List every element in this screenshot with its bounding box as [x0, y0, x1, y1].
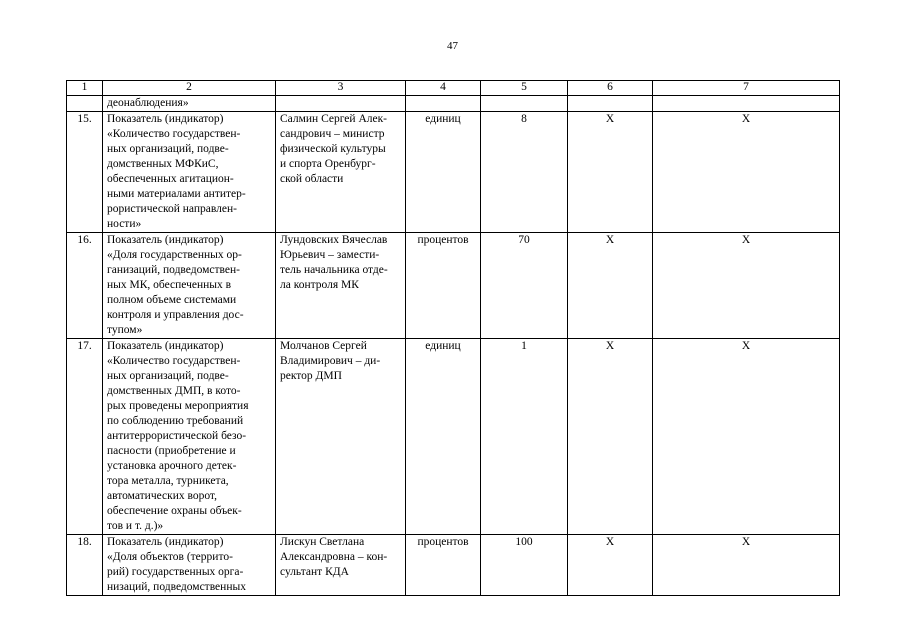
indicator-cell: деонаблюдения» [103, 96, 276, 112]
table-row [67, 535, 840, 596]
col6-cell: Х [568, 339, 653, 535]
header-cell: 3 [276, 81, 406, 96]
row-number-cell: 16. [67, 233, 103, 339]
col7-cell [653, 96, 840, 112]
col7-cell: Х [653, 233, 840, 339]
header-cell: 1 [67, 81, 103, 96]
col7-cell: Х [653, 112, 840, 233]
value-cell: 100 [481, 535, 568, 596]
header-cell: 7 [653, 81, 840, 96]
header-cell: 5 [481, 81, 568, 96]
value-cell: 8 [481, 112, 568, 233]
responsible-cell: Лискун Светлана Александровна – кон- сультант КДА [276, 535, 406, 596]
col6-cell [568, 96, 653, 112]
indicators-table [66, 80, 840, 596]
col7-cell: Х [653, 535, 840, 596]
row-number-cell: 15. [67, 112, 103, 233]
indicator-cell: Показатель (индикатор) «Количество государствен- ных организаций, подве- домственных МФКиС, обеспеченных агитацион- ными материалами антитер- рористической направлен- ности» [103, 112, 276, 233]
unit-cell: единиц [406, 339, 481, 535]
indicator-cell: Показатель (индикатор) «Количество государствен- ных организаций, подве- домственных ДМП, в кото- рых проведены мероприятия по соблюдению требований антитеррористической безо- пасности (приобретение и установка арочного детек- тора металла, турникета, автоматических ворот, обеспечение охраны объек- тов и т. д.)» [103, 339, 276, 535]
col6-cell: Х [568, 535, 653, 596]
table-row [67, 339, 840, 535]
indicator-cell: Показатель (индикатор) «Доля государственных ор- ганизаций, подведомствен- ных МК, обеспеченных в полном объеме системами контроля и управления дос- тупом» [103, 233, 276, 339]
value-cell: 70 [481, 233, 568, 339]
value-cell: 1 [481, 339, 568, 535]
responsible-cell: Лундовских Вячеслав Юрьевич – замести- тель начальника отде- ла контроля МК [276, 233, 406, 339]
unit-cell: единиц [406, 112, 481, 233]
indicator-cell: Показатель (индикатор) «Доля объектов (террито- рий) государственных орга- низаций, подведомственных [103, 535, 276, 596]
responsible-cell: Молчанов Сергей Владимирович – ди- ректор ДМП [276, 339, 406, 535]
col7-cell: Х [653, 339, 840, 535]
responsible-cell [276, 96, 406, 112]
continuation-row [67, 96, 840, 112]
col6-cell: Х [568, 233, 653, 339]
header-cell: 6 [568, 81, 653, 96]
page-number: 47 [447, 40, 458, 52]
unit-cell [406, 96, 481, 112]
row-number-cell: 18. [67, 535, 103, 596]
row-number-cell [67, 96, 103, 112]
header-cell: 2 [103, 81, 276, 96]
col6-cell: Х [568, 112, 653, 233]
table-row [67, 112, 840, 233]
unit-cell: процентов [406, 233, 481, 339]
column-number-header [67, 81, 840, 96]
value-cell [481, 96, 568, 112]
table-row [67, 233, 840, 339]
unit-cell: процентов [406, 535, 481, 596]
header-cell: 4 [406, 81, 481, 96]
responsible-cell: Салмин Сергей Алек- сандрович – министр физической культуры и спорта Оренбург- ской области [276, 112, 406, 233]
row-number-cell: 17. [67, 339, 103, 535]
